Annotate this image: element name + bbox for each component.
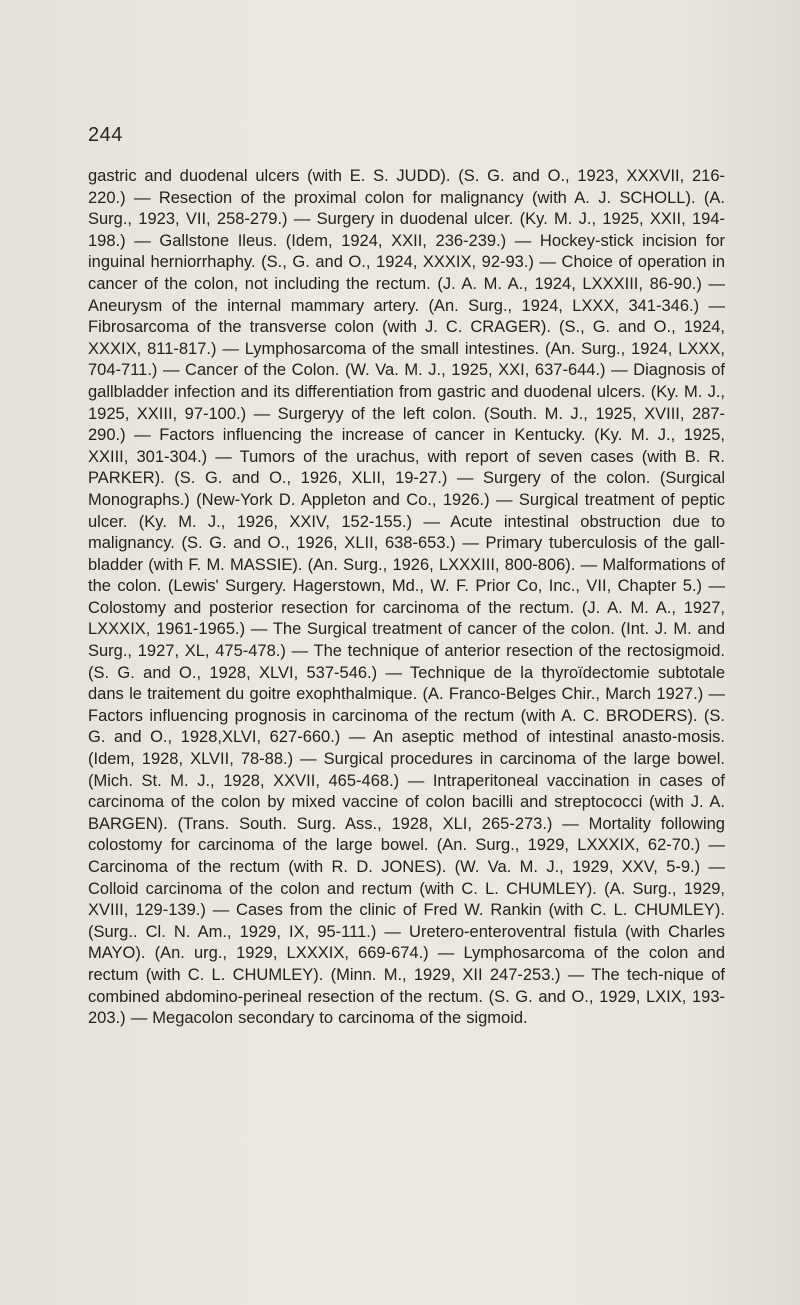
bibliography-text: gastric and duodenal ulcers (with E. S. JUDD). (S. G. and O., 1923, XXXVII, 216-220.) — Resection of the proximal colon for malignancy (with A. J. SCHOLL). (A. Surg., 1923, VII, 258-279.) — Surgery in duodenal ulcer. (Ky. M. J., 1925, XXII, 194-198.) — Gallstone Ileus. (Idem, 1924, XXII, 236-239.) — Hockey-stick incision for inguinal herniorrhaphy. (S., G. and O., 1924, XXXIX, 92-93.) — Choice of operation in cancer of the colon, not including the rectum. (J. A. M. A., 1924, LXXXIII, 86-90.) — Aneurysm of the internal mammary artery. (An. Surg., 1924, LXXX, 341-346.) — Fibrosarcoma of the transverse colon (with J. C. CRAGER). (S., G. and O., 1924, XXXIX, 811-817.) — Lymphosarcoma of the small intestines. (An. Surg., 1924, LXXX, 704-711.) — Cancer of the Colon. (W. Va. M. J., 1925, XXI, 637-644.) — Diagnosis of gallbladder infection and its differentiation from gastric and duodenal ulcers. (Ky. M. J., 1925, XXIII, 97-100.) — Surgeryy of the left colon. (South. M. J., 1925, XVIII, 287-290.) — Factors influencing the increase of cancer in Kentucky. (Ky. M. J., 1925, XXIII, 301-304.) — Tumors of the urachus, with report of seven cases (with B. R. PARKER). (S. G. and O., 1926, XLII, 19-27.) — Surgery of the colon. (Surgical Monographs.) (New-York D. Appleton and Co., 1926.) — Surgical treatment of peptic ulcer. (Ky. M. J., 1926, XXIV, 152-155.) — Acute intestinal obstruction due to malignancy. (S. G. and O., 1926, XLII, 638-653.) — Primary tuberculosis of the gall-bladder (with F. M. MASSIE). (An. Surg., 1926, LXXXIII, 800-806). — Malformations of the colon. (Lewis' Surgery. Hagerstown, Md., W. F. Prior Co, Inc., VII, Chapter 5.) — Colostomy and posterior resection for carcinoma of the rectum. (J. A. M. A., 1927, LXXXIX, 1961-1965.) — The Surgical treatment of cancer of the colon. (Int. J. M. and Surg., 1927, XL, 475-478.) — The technique of anterior resection of the rectosigmoid. (S. G. and O., 1928, XLVI, 537-546.) — Technique de la thyroïdectomie subtotale dans le traitement du goitre exophthalmique. (A. Franco-Belges Chir., March 1927.) — Factors influencing prognosis in carcinoma of the rectum (with A. C. BRODERS). (S. G. and O., 1928,XLVI, 627-660.) — An aseptic method of intestinal anasto-mosis. (Idem, 1928, XLVII, 78-88.) — Surgical procedures in carcinoma of the large bowel. (Mich. St. M. J., 1928, XXVII, 465-468.) — Intraperitoneal vaccination in cases of carcinoma of the colon by mixed vaccine of colon bacilli and streptococci (with J. A. BARGEN). (Trans. South. Surg. Ass., 1928, XLI, 265-273.) — Mortality following colostomy for carcinoma of the large bowel. (An. Surg., 1929, LXXXIX, 62-70.) — Carcinoma of the rectum (with R. D. JONES). (W. Va. M. J., 1929, XXV, 5-9.) — Colloid carcinoma of the colon and rectum (with C. L. CHUMLEY). (A. Surg., 1929, XVIII, 129-139.) — Cases from the clinic of Fred W. Rankin (with C. L. CHUMLEY). (Surg.. Cl. N. Am., 1929, IX, 95-111.) — Uretero-enteroventral fistula (with Charles MAYO). (An. urg., 1929, LXXXIX, 669-674.) — Lymphosarcoma of the colon and rectum (with C. L. CHUMLEY). (Minn. M., 1929, XII 247-253.) — The tech-nique of combined abdomino-perineal resection of the rectum. (S. G. and O., 1929, LXIX, 193-203.) — Megacolon secondary to carcinoma of the sigmoid. xyxy=(88,167,725,1028)
page-number: 244 xyxy=(88,124,123,146)
